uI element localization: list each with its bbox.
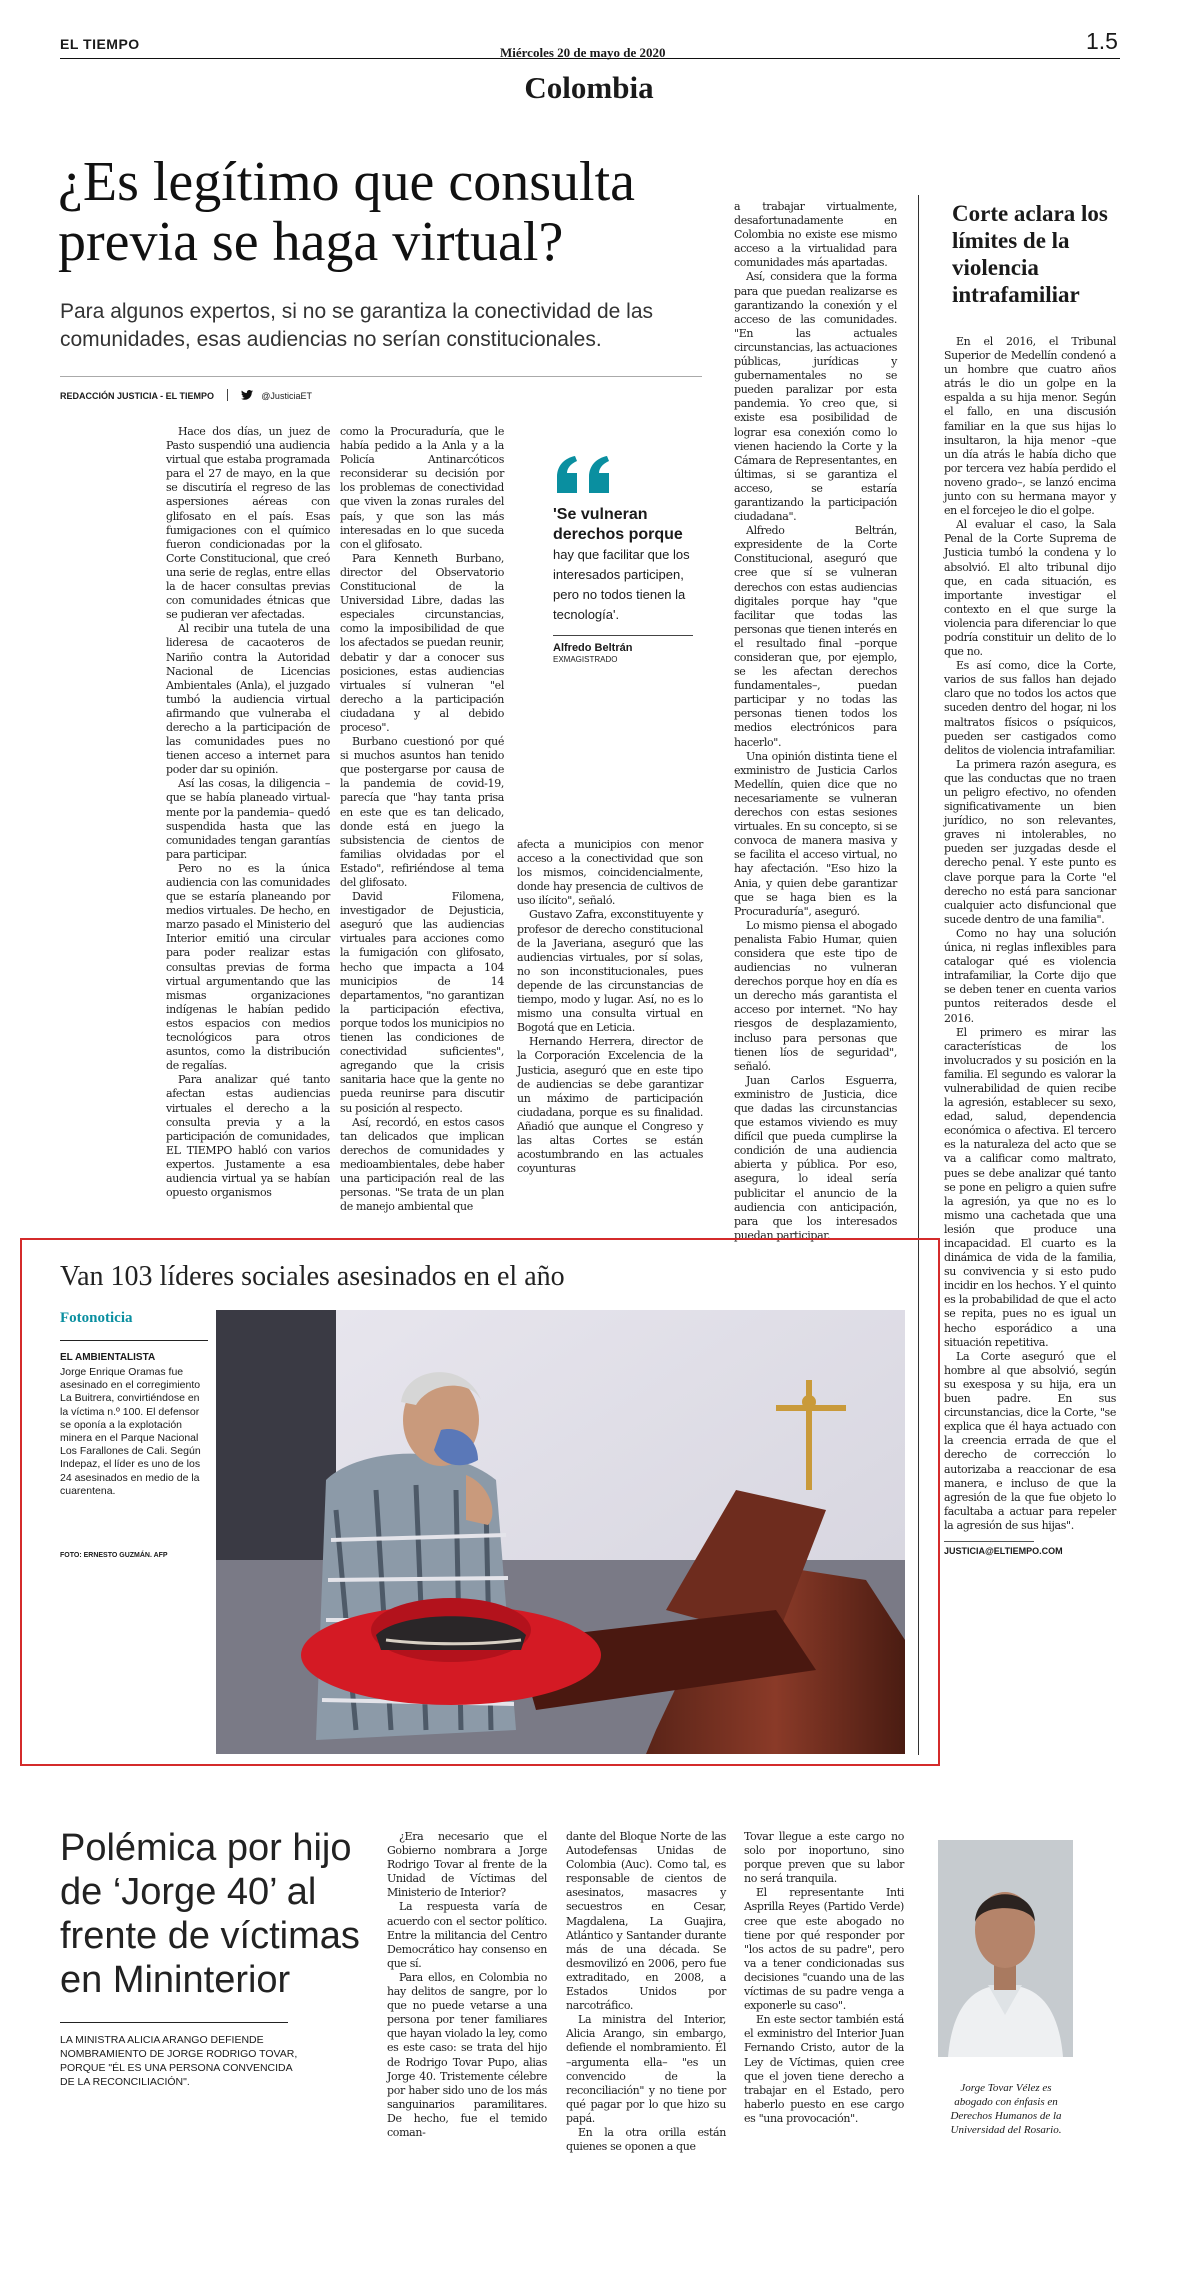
bottom-summary: LA MINISTRA ALICIA ARANGO DEFIENDE NOMBRAMIENTO DE JORGE RODRIGO TOVAR, PORQUE "ÉL ES UNA PERSONA CONVENCIDA DE LA RECONCILIACIÓN". <box>60 2034 298 2088</box>
paragraph: Como no hay una solución única, ni reglas inflexibles para catalogar qué es violencia intrafamiliar, la Corte dijo que se deben tener en cuenta varios puntos reiterados desde el 2016. <box>944 926 1116 1025</box>
quote-mark-icon <box>553 455 693 499</box>
paragraph: El primero es mirar las características de los involucrados y su posición en la familia. El segundo es valorar la vulnerabilidad de quien recibe la agresión, establecer su sexo, edad, salud, dependencia económica o afectiva. El tercero es la naturaleza del acto que se va a calificar como maltrato, pues se debe analizar qué tanto se pone en peligro a quien sufre la agresión, ya que no es lo mismo una cachetada que una lesión que produce una incapacidad. El cuarto es la dinámica de vida de la familia, su convivencia y si esto pudo incidir en los hechos. Y el quinto es la probabilidad de que el acto se repita, pues no es igual un hecho esporádico a una situación repetitiva. <box>944 1025 1116 1349</box>
sidebar-email-rule <box>944 1541 1034 1542</box>
paragraph: La primera razón asegura, es que las conductas que no traen un peligro efectivo, no ofenden significativamente un bien jurídico, no son relevantes, graves ni intolerables, no pueden ser juzgadas desde el derecho penal. Y este punto es clave porque para la Corte "el derecho no está para sancionar cualquier acto disfuncional que sucede dentro de una familia". <box>944 757 1116 926</box>
photo-credit: FOTO: ERNESTO GUZMÁN. AFP <box>60 1552 168 1559</box>
main-column-4 <box>734 200 897 1243</box>
pull-quote-bold: 'Se vulneran derechos porque <box>553 506 683 543</box>
paragraph: David Filomena, investigador de Dejusticia, aseguró que las audiencias virtuales para acciones como la fumigación con glifosato, hecho que impacta a 104 municipios de 14 departamentos, "no garantizan la participación efectiva, porque todos los municipios no tienen las condiciones de conectividad suficientes", agregando que la crisis sanitaria hace que la gente no pueda reunirse para discutir su posición al respecto. <box>340 890 504 1115</box>
photo-kicker: Fotonoticia <box>60 1310 133 1326</box>
byline-author: REDACCIÓN JUSTICIA - EL TIEMPO <box>60 391 215 401</box>
pull-quote-rest: hay que facilitar que los interesados participen, pero no todos tienen la tecnología'. <box>553 547 690 622</box>
pull-quote-rule <box>553 635 693 636</box>
paragraph: como la Procuraduría, que le había pedido a la Anla y a la Policía Antinarcóticos reconsiderar su decisión por los problemas de conectividad que viven la zonas rurales del país, y que son las más interesadas en lo que suceda con el glifosato. <box>340 425 504 551</box>
main-column-2 <box>340 425 504 1214</box>
main-subhead: Para algunos expertos, si no se garantiza la conectividad de las comunidades, esas audiencias no serían constitucionales. <box>60 300 654 351</box>
main-column-1 <box>166 425 330 1200</box>
pull-quote-role: EXMAGISTRADO <box>553 655 618 664</box>
page-date: Miércoles 20 de mayo de 2020 <box>500 45 666 60</box>
portrait-photo <box>938 1840 1073 2057</box>
paragraph: a trabajar virtualmente, desafortunadamente en Colombia no existe ese mismo acceso a la virtualidad para comunidades más apartadas. <box>734 200 897 270</box>
pull-quote-text <box>553 505 693 625</box>
sidebar-email[interactable]: JUSTICIA@ELTIEMPO.COM <box>944 1545 1063 1556</box>
paragraph: dante del Bloque Norte de las Autodefensas Unidas de Colombia (Auc). Como tal, es responsable de cientos de asesinatos, masacres y secuestros en Cesar, Magdalena, La Guajira, Atlántico y Santander durante más de una década. Se desmovilizó en 2006, pero fue extraditado, en 2008, a Estados Unidos por narcotráfico. <box>566 1830 726 2013</box>
pull-quote <box>553 455 693 664</box>
bottom-column-2 <box>566 1830 726 2154</box>
paragraph: La Corte aseguró que el hombre al que absolvió, según su exesposa y su hija, era un buen padre. En sus circunstancias, dice la Corte, "se explica que él haya actuado con la creencia errada de que el derecho de corrección lo autorizaba a reaccionar de esa manera, e incluso de que la agresión de la que fue objeto lo facultaba a actuar para repeler la agresión de sus hijas". <box>944 1349 1116 1532</box>
paragraph: El representante Inti Asprilla Reyes (Partido Verde) cree que este abogado no tiene por qué responder por "los actos de su padre", pero va a tener condicionadas sus decisiones "cuando una de las víctimas de su padre venga a exponerle su caso". <box>744 1886 904 2013</box>
paragraph: Para ellos, en Colombia no hay delitos de sangre, por lo que no puede vetarse a una persona por tener familiares que hayan violado la ley, como es este caso: se trata del hijo de Rodrigo Tovar Pupo, alias Jorge 40. Tristemente célebre por haber sido uno de los más sanguinarios paramilitares. De hecho, fue el temido coman- <box>387 1970 547 2139</box>
bottom-summary-rule <box>60 2022 288 2023</box>
brand-logo: EL TIEMPO <box>60 36 140 52</box>
page-number: 1.5 <box>1086 28 1118 54</box>
paragraph: Para analizar qué tanto afectan estas audiencias virtuales el derecho a la consulta previa y a la participación de comunidades, EL TIEMPO habló con varios expertos. Justamente a esa audiencia virtual ya se habían opuesto organismos <box>166 1073 330 1200</box>
bottom-column-3 <box>744 1830 904 2126</box>
paragraph: Así, considera que la forma para que puedan realizarse es garantizando la conexión y el acceso de las comunidades. "En las actuales circunstancias, las actuaciones públicas, jurídicas y gubernamentales no se pueden paralizar por esta pandemia. Yo creo que, si existe esa posibilidad de lograr esa conexión como lo vienen haciendo la Corte y la Cámara de Representantes, en últimas, si se garantiza el acceso, se estaría garantizando la participación ciudadana". <box>734 270 897 524</box>
paragraph: Así las cosas, la diligencia –que se había planeado virtual- mente por la pandemia– quedó suspendida hasta que las comunidades tengan garantías para participar. <box>166 777 330 861</box>
photo-story-headline: Van 103 líderes sociales asesinados en el año <box>60 1261 565 1292</box>
portrait-caption: Jorge Tovar Vélez es abogado con énfasis en Derechos Humanos de la Universidad del Rosario. <box>950 2082 1062 2136</box>
pull-quote-author: Alfredo Beltrán <box>553 642 633 654</box>
paragraph: Tovar llegue a este cargo no solo por inoportuno, sino porque preven que su labor no será tranquila. <box>744 1830 904 1886</box>
header-rule <box>60 58 1120 59</box>
twitter-icon <box>241 385 253 404</box>
paragraph: En la otra orilla están quienes se oponen a que <box>566 2125 726 2154</box>
twitter-handle[interactable]: @JusticiaET <box>261 391 312 401</box>
byline <box>60 384 702 402</box>
paragraph: Juan Carlos Esguerra, exministro de Justicia, dice que dadas las circunstancias que estamos viviendo es muy difícil que pueda cumplirse la condición de una audiencia abierta y pública. Por eso, asegura, lo ideal sería publicitar el anuncio de la audiencia con anticipación, para que los interesados puedan participar. <box>734 1073 897 1242</box>
sidebar-body <box>944 335 1116 1556</box>
paragraph: Alfredo Beltrán, expresidente de la Corte Constitucional, aseguró que cree que sí se vulneran derechos con estas audiencias digitales porque hay "que facilitar que todas las personas que tienen interés en el resultado final –porque consideran que, por ejemplo, se les afectan derechos fundamentales–, puedan participar y no todas las personas tienen todos los medios electrónicos para hacerlo". <box>734 524 897 749</box>
paragraph: En el 2016, el Tribunal Superior de Medellín condenó a un hombre que cuatro años atrás le dio un golpe en la espalda a su hija menor. Según el fallo, en una discusión familiar en la que sus hijas lo insultaron, la hija menor –que un día atrás le había dicho que por tercera vez había perdido el noveno grado–, se lanzó encima junto con su hermana mayor y en el forcejeo le dio el golpe. <box>944 335 1116 518</box>
byline-rule <box>60 376 702 377</box>
paragraph: Así, recordó, en estos casos tan delicados que implican derechos de comunidades y medioambientales, debe haber una participación real de las personas. "Se trata de un plan de manejo ambiental que <box>340 1115 504 1214</box>
paragraph: Al recibir una tutela de una lideresa de cacaoteros de Nariño contra la Autoridad Nacional de Licencias Ambientales (Anla), el juzgado tumbó la audiencia virtual afirmando que vulneraba el derecho a la participación de las comunidades pues no tienen acceso a internet para poder dar su opinión. <box>166 622 330 777</box>
main-headline: ¿Es legítimo que consulta previa se haga virtual? <box>58 151 635 273</box>
paragraph: La ministra del Interior, Alicia Arango, sin embargo, defiende el nombramiento. Él –argumenta ella– "es un convencido de la reconciliación" y no tiene por qué pagar por lo que hizo su papá. <box>566 2013 726 2125</box>
paragraph: Es así como, dice la Corte, varios de sus fallos han dejado claro que no todos los actos que suceden dentro del hogar, ni los maltratos físicos o psíquicos, pueden ser castigados como delitos de violencia intrafamiliar. <box>944 659 1116 757</box>
main-column-3 <box>517 838 703 1176</box>
news-photo <box>216 1310 905 1754</box>
kicker-rule <box>60 1340 208 1341</box>
paragraph: afecta a municipios con menor acceso a la conectividad que son los mismos, coincidencialmente, donde hay presencia de cultivos de uso ilícito", señaló. <box>517 838 703 908</box>
caption-title: EL AMBIENTALISTA <box>60 1352 156 1363</box>
paragraph: Burbano cuestionó por qué si muchos asuntos han tenido que postergarse por causa de la pandemia de covid-19, parecía que "hay tanta prisa en este que es tan delicado, donde está en juego la subsistencia de cientos de familias olvidadas por el Estado", refiriéndose al tema del glifosato. <box>340 735 504 889</box>
section-title: Colombia <box>524 70 654 105</box>
paragraph: ¿Era necesario que el Gobierno nombrara a Jorge Rodrigo Tovar al frente de la Unidad de Víctimas del Ministerio de Interior? <box>387 1830 547 1900</box>
paragraph: La respuesta varía de acuerdo con el sector político. Entre la militancia del Centro Democrático hay consenso en que sí. <box>387 1900 547 1970</box>
paragraph: Una opinión distinta tiene el exministro de Justicia Carlos Medellín, quien dice que no necesariamente se vulneran derechos con estas sesiones virtuales. En su concepto, si se convoca de manera masiva y se facilita el acceso virtual, no hay afectación. "Eso hizo la Ania, y quien debe garantizar que se haga bien es la Procuraduría", aseguró. <box>734 749 897 918</box>
paragraph: Hernando Herrera, director de la Corporación Excelencia de la Justicia, aseguró que en este tipo de audiencias se debe garantizar un máximo de participación ciudadana, porque es su finalidad. Añadió que aunque el Congreso y las altas Cortes se están acostumbrando en las actuales coyunturas <box>517 1035 703 1176</box>
bottom-headline: Polémica por hijo de ‘Jorge 40’ al frente de víctimas en Mininterior <box>60 1827 360 2001</box>
paragraph: Lo mismo piensa el abogado penalista Fabio Humar, quien considera que este tipo de audiencias no vulneran derechos porque hoy en día es un derecho más garantista el acceso por internet. "No hay riesgos de desplazamiento, incluso para personas que tienen líos de seguridad", señaló. <box>734 918 897 1073</box>
paragraph: Para Kenneth Burbano, director del Observatorio Constitucional de la Universidad Libre, dadas las especiales circunstancias, como la imposibilidad de que los afectados se puedan reunir, debatir y dar a conocer sus posiciones, estas audiencias virtuales sí vulneran "el derecho a la participación ciudadana y al debido proceso". <box>340 551 504 734</box>
paragraph: Gustavo Zafra, exconstituyente y profesor de derecho constitucional de la Javeriana, aseguró que las audiencias virtuales, por sí solas, no son inconstitucionales, pues depende de las circunstancias de tiempo, modo y lugar. Así, no es lo mismo una consulta virtual en Bogotá que en Leticia. <box>517 908 703 1035</box>
paragraph: Hace dos días, un juez de Pasto suspendió una audiencia virtual que estaba programada para el 27 de mayo, en la que se discutiría el regreso de las aspersiones aéreas con glifosato en el país. Esas fumigaciones con el químico fueron condicionadas por la Corte Constitucional, que creó una serie de reglas, entre ellas la de hacer consultas previas con comunidades étnicas que se pudieran ver afectadas. <box>166 425 330 622</box>
paragraph: En este sector también está el exministro del Interior Juan Fernando Cristo, autor de la Ley de Víctimas, quien cree que el joven tiene derecho a trabajar en el Estado, pero haberlo puesto en ese cargo es "una provocación". <box>744 2013 904 2125</box>
paragraph: Al evaluar el caso, la Sala Penal de la Corte Suprema de Justicia tumbó la condena y lo absolvió. El alto tribunal dijo que, en cada situación, es importante investigar el contexto en el que surge la violencia para diferenciar lo que podría constituir un delito de lo que no. <box>944 518 1116 659</box>
photo-caption: Jorge Enrique Oramas fue asesinado en el corregimiento La Buitrera, convirtiéndose en la víctima n.º 100. El defensor se oponía a la explotación minera en el Parque Nacional Los Farallones de Cali. Según Indepaz, el líder es uno de los 24 asesinados en medio de la cuarentena. <box>60 1366 201 1497</box>
byline-divider <box>227 389 228 401</box>
sidebar-headline: Corte aclara los límites de la violencia intrafamiliar <box>952 201 1108 307</box>
paragraph: Pero no es la única audiencia con las comunidades que se estaría planeando por medios virtuales. De hecho, en marzo pasado el Ministerio del Interior emitió una circular para poder realizar estas consultas previas de forma virtual argumentando que las mismas organizaciones indígenas le habían pedido estos espacios con medios tecnológicos para otros asuntos, como la distribución de regalías. <box>166 861 330 1073</box>
bottom-column-1 <box>387 1830 547 2140</box>
